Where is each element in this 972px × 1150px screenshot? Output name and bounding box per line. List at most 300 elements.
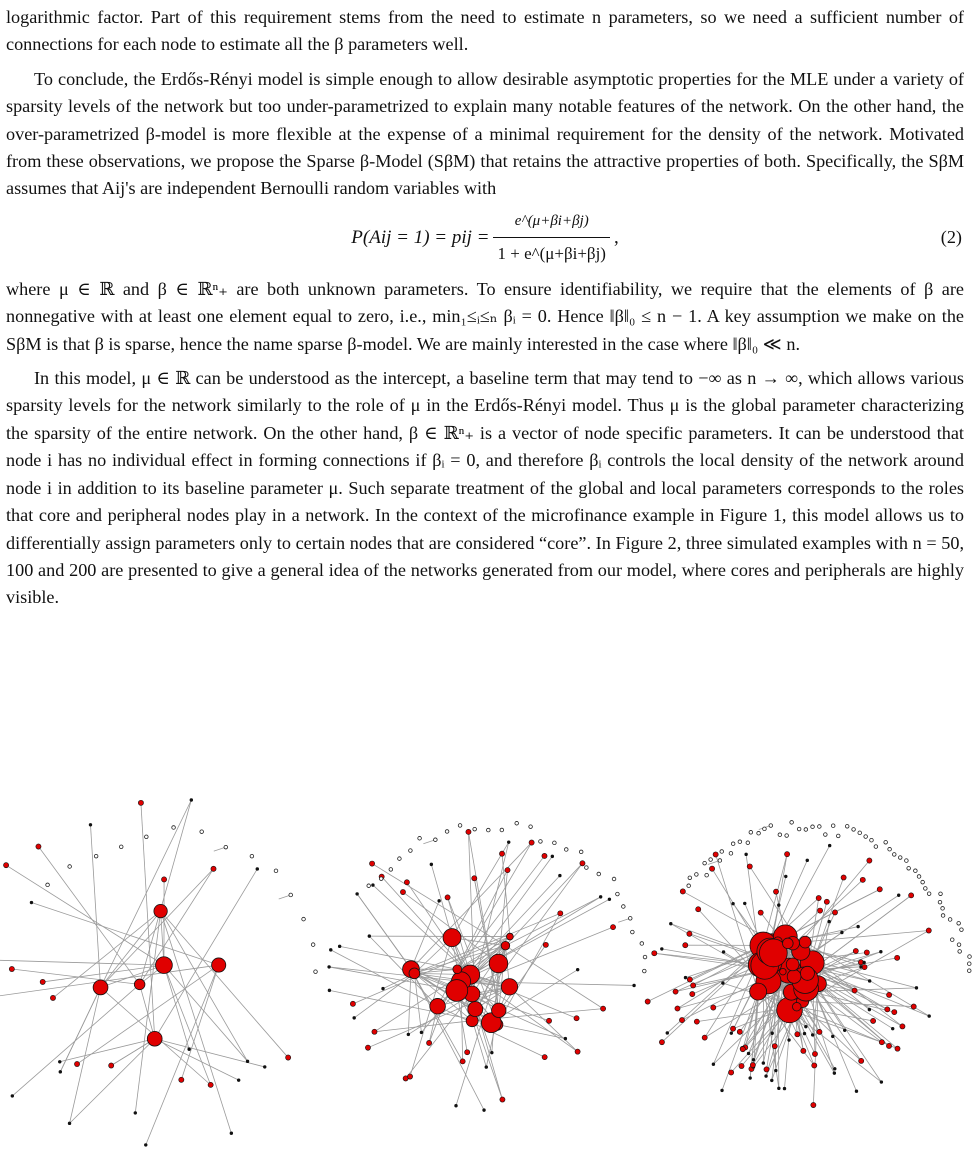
isolated-node <box>314 970 318 974</box>
isolated-node <box>703 861 707 865</box>
peripheral-node <box>691 983 696 988</box>
network-panel-n200 <box>645 821 971 1108</box>
peripheral-node <box>895 1046 900 1051</box>
isolated-node <box>529 825 533 829</box>
peripheral-node <box>350 1001 355 1006</box>
network-panel-n50 <box>0 799 317 1147</box>
isolated-node <box>769 824 773 828</box>
peripheral-node <box>551 855 554 858</box>
isolated-node <box>967 969 971 973</box>
body-text <box>6 4 964 619</box>
isolated-node <box>398 857 402 861</box>
isolated-node <box>941 907 945 911</box>
peripheral-node <box>74 1061 79 1066</box>
isolated-node <box>119 845 123 849</box>
peripheral-node <box>263 1066 266 1069</box>
peripheral-node <box>774 1069 777 1072</box>
peripheral-node <box>864 950 869 955</box>
network-edge <box>470 975 577 1052</box>
isolated-node <box>688 876 692 880</box>
isolated-node <box>864 835 868 839</box>
peripheral-node <box>841 931 844 934</box>
isolated-node <box>695 873 699 877</box>
peripheral-node <box>11 1094 14 1097</box>
isolated-node <box>763 827 767 831</box>
core-node <box>800 966 814 980</box>
isolated-node <box>957 943 961 947</box>
peripheral-node <box>758 910 763 915</box>
isolated-node <box>389 868 393 872</box>
peripheral-node <box>900 1024 905 1029</box>
core-node <box>154 904 167 917</box>
isolated-node <box>874 845 878 849</box>
peripheral-node <box>721 982 724 985</box>
peripheral-node <box>879 950 882 953</box>
network-plots <box>0 792 972 1150</box>
peripheral-node <box>730 1026 735 1031</box>
peripheral-node <box>256 868 259 871</box>
peripheral-node <box>729 1070 734 1075</box>
core-node <box>93 980 108 995</box>
peripheral-node <box>679 1017 684 1022</box>
peripheral-node <box>89 823 92 826</box>
isolated-node <box>643 955 647 959</box>
peripheral-node <box>529 840 534 845</box>
isolated-node <box>950 938 954 942</box>
peripheral-node <box>179 1077 184 1082</box>
peripheral-node <box>885 1007 890 1012</box>
isolated-node <box>939 892 943 896</box>
peripheral-node <box>40 979 45 984</box>
network-edge <box>70 987 101 1123</box>
isolated-node <box>927 892 931 896</box>
peripheral-node <box>909 893 914 898</box>
isolated-node <box>367 884 371 888</box>
peripheral-node <box>430 863 433 866</box>
peripheral-node <box>772 1044 777 1049</box>
network-edge <box>60 987 100 1071</box>
figure-2-networks <box>0 792 972 1150</box>
peripheral-node <box>828 844 831 847</box>
peripheral-node <box>161 877 166 882</box>
network-edge <box>101 911 161 987</box>
peripheral-node <box>732 902 735 905</box>
isolated-node <box>628 916 632 920</box>
isolated-node <box>836 834 840 838</box>
peripheral-node <box>499 851 504 856</box>
isolated-node <box>274 869 278 873</box>
peripheral-node <box>599 895 602 898</box>
peripheral-node <box>608 898 611 901</box>
peripheral-node <box>208 1082 213 1087</box>
peripheral-node <box>600 1006 605 1011</box>
isolated-node <box>738 840 742 844</box>
peripheral-node <box>784 875 787 878</box>
isolated-node <box>960 928 964 932</box>
isolated-node <box>914 869 918 873</box>
peripheral-node <box>576 968 579 971</box>
peripheral-node <box>407 1033 410 1036</box>
isolated-node <box>640 942 644 946</box>
network-panel-n100 <box>328 821 647 1111</box>
isolated-node <box>907 866 911 870</box>
peripheral-node <box>897 894 900 897</box>
peripheral-node <box>369 861 374 866</box>
isolated-node <box>720 850 724 854</box>
equation-lhs: P(Aij = 1) = pij = <box>351 227 490 249</box>
core-node <box>134 979 145 990</box>
network-edge <box>181 965 218 1080</box>
peripheral-node <box>666 1032 669 1035</box>
peripheral-node <box>669 922 672 925</box>
network-edge <box>509 987 577 1052</box>
equation-trailing: , <box>613 227 619 249</box>
peripheral-node <box>926 928 931 933</box>
peripheral-node <box>811 1102 816 1107</box>
core-node <box>468 1002 483 1017</box>
peripheral-node <box>841 875 846 880</box>
peripheral-node <box>811 1034 814 1037</box>
network-edge <box>164 965 248 1061</box>
peripheral-node <box>709 866 714 871</box>
peripheral-node <box>3 863 8 868</box>
peripheral-node <box>843 1029 846 1032</box>
peripheral-node <box>812 1063 817 1068</box>
core-node <box>147 1031 162 1046</box>
peripheral-node <box>356 893 359 896</box>
peripheral-node <box>828 920 831 923</box>
peripheral-node <box>747 1052 750 1055</box>
peripheral-node <box>542 1055 547 1060</box>
isolated-node <box>870 838 874 842</box>
peripheral-node <box>795 1032 800 1037</box>
peripheral-node <box>711 1005 716 1010</box>
core-node <box>489 954 508 973</box>
peripheral-node <box>659 1040 664 1045</box>
isolated-node <box>418 836 422 840</box>
peripheral-node <box>764 1067 769 1072</box>
isolated-node <box>831 824 835 828</box>
peripheral-node <box>472 876 477 881</box>
peripheral-node <box>564 1037 567 1040</box>
peripheral-node <box>466 829 471 834</box>
equation-denominator: 1 + e^(μ+βi+βj) <box>493 237 609 267</box>
peripheral-node <box>237 1079 240 1082</box>
peripheral-node <box>546 1018 551 1023</box>
isolated-node <box>778 833 782 837</box>
peripheral-node <box>784 852 789 857</box>
network-edge <box>12 984 139 1096</box>
isolated-node <box>921 880 925 884</box>
core-node <box>212 958 226 972</box>
peripheral-node <box>50 995 55 1000</box>
peripheral-node <box>747 864 752 869</box>
isolated-node <box>957 921 961 925</box>
peripheral-node <box>702 1035 707 1040</box>
peripheral-node <box>860 877 865 882</box>
peripheral-node <box>817 908 822 913</box>
peripheral-node <box>694 1019 699 1024</box>
peripheral-node <box>400 889 405 894</box>
paragraph: In this model, μ ∈ ℝ can be understood as the intercept, a baseline term that may tend to −∞ as n → ∞, which allows various sparsity levels for the network similarly to the role of μ in the Erdős-Rényi model. Thus μ is the global parameter characterizing the sparsity of the entire network. On the other hand, β ∈ ℝⁿ₊ is a vector of node specific parameters. It can be understood that node i has no individual effect in forming connections if βᵢ = 0, and therefore βᵢ controls the local density of the network around node i in addition to its baseline parameter μ. Such separate treatment of the global and local parameters corresponds to the roles that core and peripheral nodes play in a network. In the context of the microfinance example in Figure 1, this model allows us to differentially assign parameters only to certain nodes that are considered “core”. In Figure 2, three simulated examples with n = 50, 100 and 200 are presented to give a general idea of the networks generated from our model, where cores and peripherals are highly visible. <box>6 368 964 608</box>
isolated-node <box>434 838 438 842</box>
peripheral-node <box>683 943 688 948</box>
peripheral-node <box>816 895 821 900</box>
peripheral-node <box>737 1029 742 1034</box>
peripheral-node <box>750 1062 755 1067</box>
peripheral-node <box>673 989 678 994</box>
peripheral-node <box>857 925 860 928</box>
peripheral-node <box>915 986 918 989</box>
core-node <box>787 970 801 984</box>
paragraph: where μ ∈ ℝ and β ∈ ℝⁿ₊ are both unknown parameters. To ensure identifiability, we require that the elements of β are nonnegative with at least one element equal to zero, i.e., min₁≤ᵢ≤ₙ βᵢ = 0. Hence ‖β‖₀ ≤ n − 1. A key assumption we make on the SβM is that β is sparse, hence the name sparse β-model. We are mainly interested in the case where ‖β‖₀ ≪ n. <box>6 278 964 354</box>
isolated-node <box>845 824 849 828</box>
network-edge <box>161 911 232 1133</box>
peripheral-node <box>36 844 41 849</box>
peripheral-node <box>660 948 663 951</box>
peripheral-node <box>652 951 657 956</box>
isolated-node <box>718 859 722 863</box>
isolated-node <box>579 850 583 854</box>
network-edge <box>161 911 289 1057</box>
peripheral-node <box>490 1051 493 1054</box>
isolated-node <box>473 827 477 831</box>
peripheral-node <box>500 1097 505 1102</box>
network-edge <box>38 847 139 985</box>
core-node <box>783 938 794 949</box>
peripheral-node <box>558 911 563 916</box>
peripheral-node <box>328 989 331 992</box>
core-node <box>750 983 767 1000</box>
network-edge <box>411 901 439 969</box>
peripheral-node <box>59 1070 62 1073</box>
isolated-node <box>790 821 794 825</box>
network-edge <box>155 1039 239 1080</box>
peripheral-node <box>806 859 809 862</box>
peripheral-node <box>30 901 33 904</box>
peripheral-node <box>740 1047 745 1052</box>
isolated-node <box>145 835 149 839</box>
peripheral-node <box>507 841 510 844</box>
core-node <box>443 929 461 947</box>
peripheral-node <box>144 1144 147 1147</box>
isolated-node <box>968 955 972 959</box>
peripheral-node <box>353 1016 356 1019</box>
peripheral-node <box>713 852 718 857</box>
network-edge <box>164 965 211 1085</box>
isolated-node <box>687 884 691 888</box>
network-edge <box>357 894 411 969</box>
isolated-node <box>94 854 98 858</box>
peripheral-node <box>833 1072 836 1075</box>
core-node <box>430 998 446 1014</box>
isolated-node <box>941 914 945 918</box>
peripheral-node <box>886 1043 891 1048</box>
peripheral-node <box>863 961 866 964</box>
isolated-node <box>585 866 589 870</box>
peripheral-node <box>680 889 685 894</box>
isolated-node <box>967 962 971 966</box>
peripheral-node <box>752 1058 755 1061</box>
isolated-node <box>46 883 50 887</box>
peripheral-node <box>868 980 871 983</box>
network-edge <box>0 960 164 965</box>
isolated-node <box>938 900 942 904</box>
isolated-node <box>892 853 896 857</box>
isolated-node <box>785 834 789 838</box>
peripheral-node <box>230 1132 233 1135</box>
peripheral-node <box>762 1062 765 1065</box>
peripheral-node <box>483 1109 486 1112</box>
peripheral-node <box>687 977 692 982</box>
isolated-node <box>622 905 626 909</box>
peripheral-node <box>328 966 331 969</box>
network-edge <box>497 1025 565 1039</box>
isolated-node <box>852 828 856 832</box>
peripheral-node <box>368 935 371 938</box>
network-edge <box>648 945 764 1001</box>
equation-number: (2) <box>940 226 962 247</box>
isolated-node <box>515 821 519 825</box>
isolated-node <box>888 847 892 851</box>
isolated-node <box>757 831 761 835</box>
peripheral-node <box>542 853 547 858</box>
peripheral-node <box>801 1048 806 1053</box>
isolated-node <box>500 828 504 832</box>
peripheral-node <box>675 1006 680 1011</box>
peripheral-node <box>803 1032 806 1035</box>
isolated-node <box>818 825 822 829</box>
peripheral-node <box>505 868 510 873</box>
peripheral-node <box>831 1035 834 1038</box>
isolated-node <box>705 873 709 877</box>
peripheral-node <box>188 1048 191 1051</box>
peripheral-node <box>9 966 14 971</box>
core-node <box>792 1002 801 1011</box>
peripheral-node <box>770 1079 773 1082</box>
peripheral-node <box>855 1090 858 1093</box>
peripheral-node <box>138 800 143 805</box>
peripheral-node <box>558 874 561 877</box>
isolated-node <box>612 877 616 881</box>
isolated-node <box>539 840 543 844</box>
peripheral-node <box>445 895 450 900</box>
equation-numerator: e^(μ+βi+βj) <box>514 212 589 229</box>
network-edge <box>382 877 470 975</box>
peripheral-node <box>190 799 193 802</box>
network-edge <box>407 882 470 974</box>
isolated-node <box>68 865 72 869</box>
peripheral-node <box>867 858 872 863</box>
isolated-node <box>631 930 635 934</box>
isolated-node <box>709 858 713 862</box>
isolated-node <box>564 848 568 852</box>
core-node <box>453 965 462 974</box>
isolated-node <box>487 828 491 832</box>
peripheral-node <box>338 945 341 948</box>
peripheral-node <box>817 1029 822 1034</box>
peripheral-node <box>886 992 891 997</box>
peripheral-node <box>871 1018 876 1023</box>
peripheral-node <box>286 1055 291 1060</box>
peripheral-node <box>730 1032 733 1035</box>
peripheral-node <box>777 1087 780 1090</box>
network-edge <box>70 1039 155 1124</box>
peripheral-node <box>543 942 548 947</box>
peripheral-node <box>465 1050 470 1055</box>
peripheral-node <box>712 1063 715 1066</box>
peripheral-node <box>868 1008 871 1011</box>
isolated-node <box>224 845 228 849</box>
peripheral-node <box>745 853 748 856</box>
peripheral-node <box>824 899 829 904</box>
peripheral-node <box>743 902 746 905</box>
isolated-node <box>924 887 928 891</box>
peripheral-node <box>833 1067 836 1070</box>
peripheral-node <box>574 1016 579 1021</box>
peripheral-node <box>485 1066 488 1069</box>
isolated-node <box>746 841 750 845</box>
isolated-node <box>917 875 921 879</box>
network-edge <box>408 969 411 1034</box>
network-edge <box>505 946 603 1009</box>
isolated-node <box>884 840 888 844</box>
network-edge <box>161 911 248 1061</box>
peripheral-node <box>372 884 375 887</box>
isolated-node <box>797 827 801 831</box>
isolated-node <box>858 831 862 835</box>
peripheral-node <box>68 1122 71 1125</box>
peripheral-node <box>684 976 687 979</box>
isolated-node <box>200 830 204 834</box>
peripheral-node <box>852 988 857 993</box>
isolated-node <box>289 893 293 897</box>
core-node <box>409 968 420 979</box>
equation-2 <box>6 210 964 266</box>
peripheral-node <box>739 1063 744 1068</box>
peripheral-node <box>329 948 332 951</box>
peripheral-node <box>895 955 900 960</box>
network-edge <box>722 992 758 1091</box>
peripheral-node <box>928 1015 931 1018</box>
peripheral-node <box>812 1051 817 1056</box>
isolated-node <box>905 859 909 863</box>
peripheral-node <box>749 1077 752 1080</box>
peripheral-node <box>211 866 216 871</box>
isolated-node <box>749 830 753 834</box>
isolated-node <box>804 828 808 832</box>
isolated-node <box>597 872 601 876</box>
peripheral-node <box>880 1081 883 1084</box>
core-node <box>786 958 799 971</box>
peripheral-node <box>891 1027 894 1030</box>
isolated-node <box>379 877 383 881</box>
isolated-node <box>250 854 254 858</box>
isolated-node <box>616 892 620 896</box>
paragraph: To conclude, the Erdős-Rényi model is simple enough to allow desirable asymptotic properties for the MLE under a variety of sparsity levels of the network but too under-parametrized to explain many notable features of the network. On the other hand, the over-parametrized β-model is more flexible at the expense of a minimal requirement for the density of the network. Motivated from these observations, we propose the Sparse β-Model (SβM) that retains the attractive properties of both. Specifically, the SβM assumes that Aij's are independent Bernoulli random variables with <box>6 68 964 199</box>
isolated-node <box>409 849 413 853</box>
paragraph: logarithmic factor. Part of this requirement stems from the need to estimate n parameters, so we need a sufficient number of connections for each node to estimate all the β parameters well. <box>6 7 964 55</box>
peripheral-node <box>696 907 701 912</box>
equation-fraction <box>493 208 609 268</box>
peripheral-node <box>853 948 858 953</box>
peripheral-node <box>372 1029 377 1034</box>
peripheral-node <box>420 1031 423 1034</box>
core-node <box>492 1003 506 1017</box>
network-edge <box>790 1010 882 1082</box>
isolated-node <box>172 826 176 830</box>
isolated-node <box>824 833 828 837</box>
